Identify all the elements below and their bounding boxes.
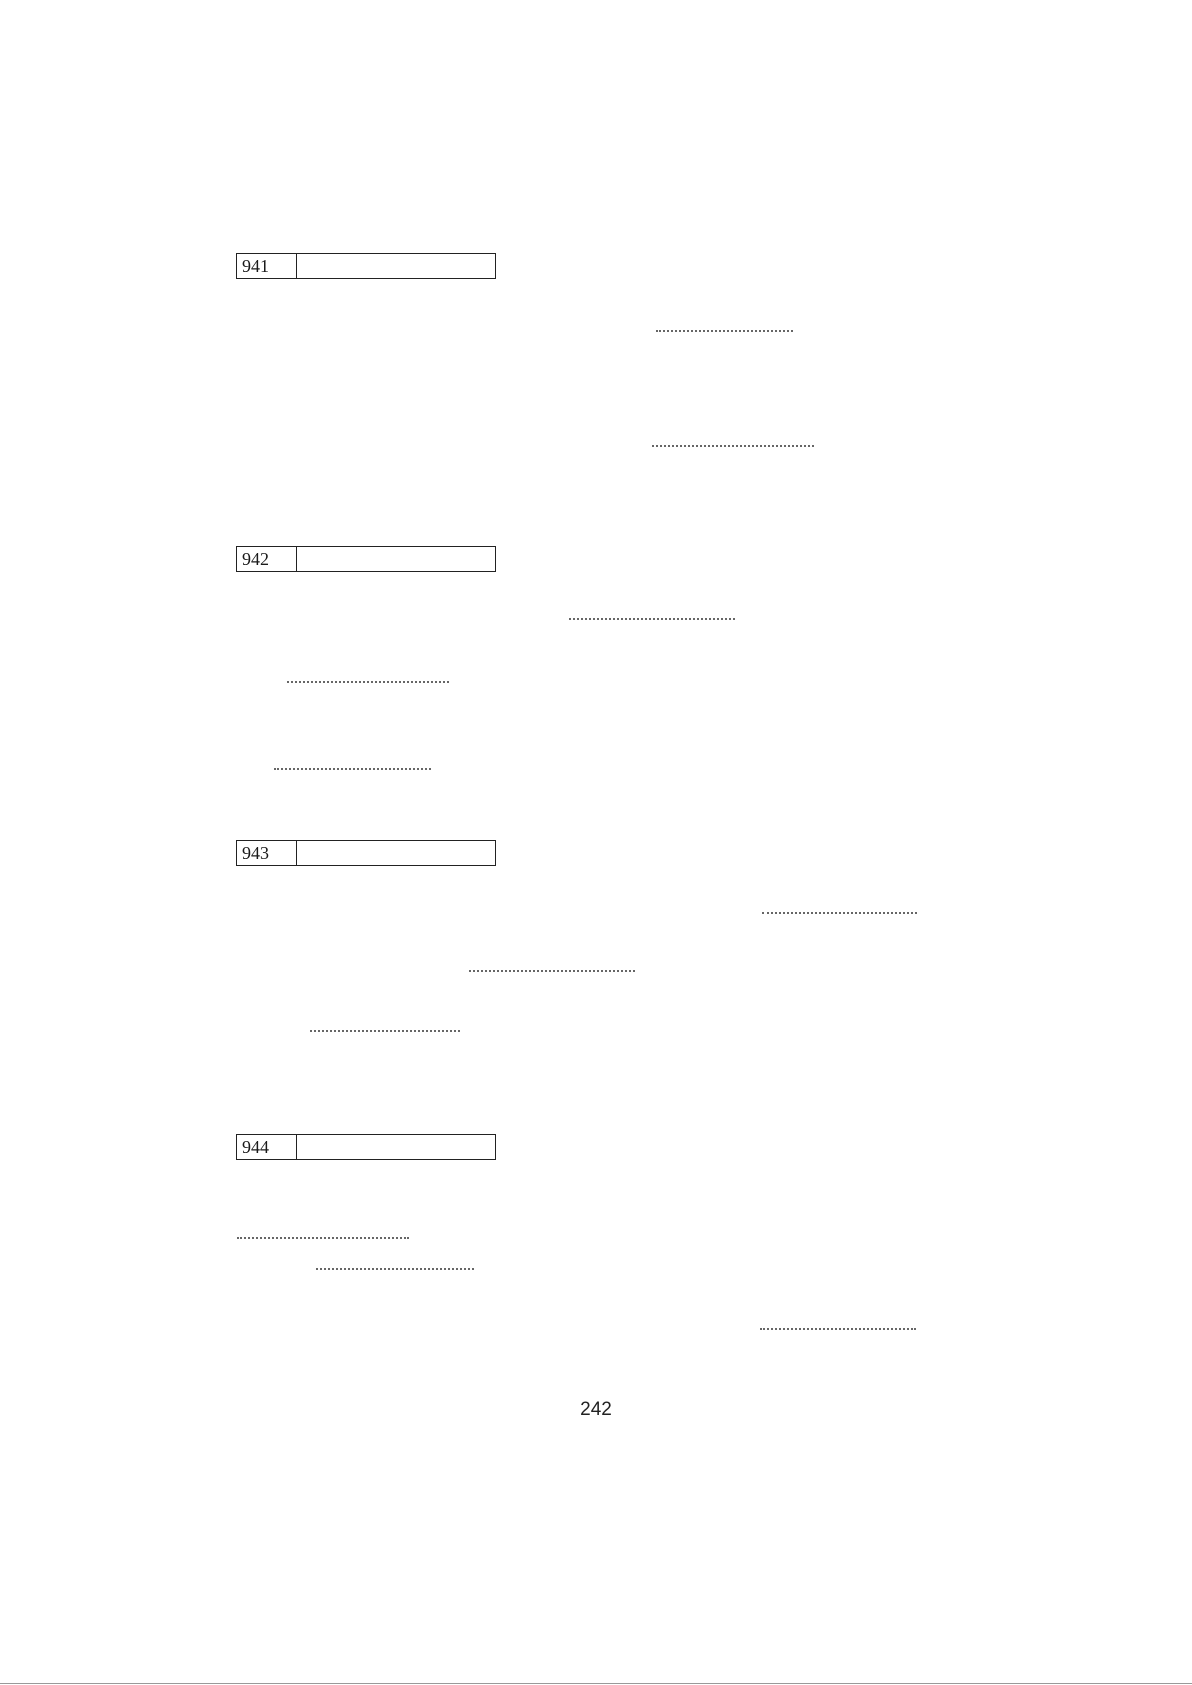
answer-blank-dotted-line [656,330,793,332]
question-number: 944 [237,1135,297,1159]
answer-blank-dotted-line [237,1237,409,1239]
page-number: 242 [580,1399,612,1420]
answer-blank-dotted-line [652,445,814,447]
answer-blank-dotted-line [569,618,735,620]
answer-field [297,254,495,278]
answer-blank-dotted-line [310,1030,460,1032]
question-number: 942 [237,547,297,571]
answer-field [297,1135,495,1159]
answer-blank-dotted-line [469,970,635,972]
question-box-944 [236,1134,496,1160]
answer-field [297,547,495,571]
answer-blank-dotted-line [760,1328,916,1330]
question-box-942 [236,546,496,572]
question-number: 941 [237,254,297,278]
answer-blank-dotted-line [762,912,917,914]
answer-blank-dotted-line [287,681,449,683]
bottom-rule [0,1683,1192,1684]
question-box-943 [236,840,496,866]
answer-blank-dotted-line [274,768,431,770]
question-number: 943 [237,841,297,865]
answer-blank-dotted-line [316,1268,474,1270]
answer-field [297,841,495,865]
question-box-941 [236,253,496,279]
